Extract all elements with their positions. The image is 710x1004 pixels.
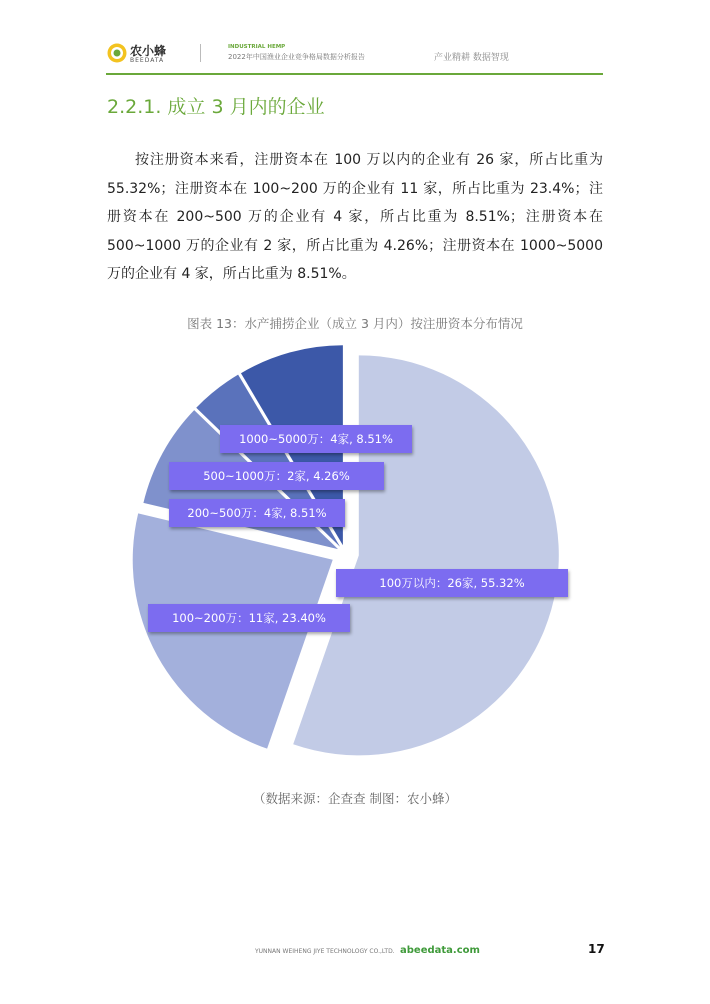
brand-logo <box>106 40 186 70</box>
pie-slices <box>133 345 559 755</box>
footer-company: YUNNAN WEIHENG JIYE TECHNOLOGY CO.,LTD. <box>255 948 395 955</box>
header-category: INDUSTRIAL HEMP <box>228 44 286 50</box>
data-label: 1000~5000万：4家, 8.51% <box>239 432 393 446</box>
pie-chart <box>0 340 710 780</box>
figure-source: （数据来源：企查查 制图：农小蜂） <box>253 791 457 806</box>
data-label: 500~1000万：2家, 4.26% <box>203 469 350 483</box>
logo-name: 农小蜂 <box>130 44 167 58</box>
data-label: 100~200万：11家, 23.40% <box>172 611 326 625</box>
data-label: 200~500万：4家, 8.51% <box>187 506 327 520</box>
body-paragraph: 按注册资本来看，注册资本在 100 万以内的企业有 26 家，所占比重为 55.32%；注册资本在 100~200 万的企业有 11 家，所占比重为 23.4%；注册资本在 200~500 万的企业有 4 家，所占比重为 8.51%；注册资本在 500~1000 万的企业有 2 家，所占比重为 4.26%；注册资本在 1000~5000 万的企业有 4 家，所占比重为 8.51%。 <box>107 152 603 282</box>
footer-website: abeedata.com <box>400 945 480 956</box>
header-tagline: 产业精耕 数据智现 <box>434 53 509 63</box>
header-divider <box>200 44 201 62</box>
section-title: 2.2.1. 成立 3 月内的企业 <box>107 96 325 118</box>
data-label: 100万以内：26家, 55.32% <box>379 576 525 590</box>
figure-title: 图表 13：水产捕捞企业（成立 3 月内）按注册资本分布情况 <box>187 316 523 331</box>
page-number: 17 <box>588 942 605 956</box>
logo-name-en: BEEDATA <box>130 57 165 64</box>
header-rule <box>106 73 603 75</box>
header-report-title: 2022年中国渔业企业竞争格局数据分析报告 <box>228 53 365 61</box>
bee-logo-icon <box>106 42 128 64</box>
